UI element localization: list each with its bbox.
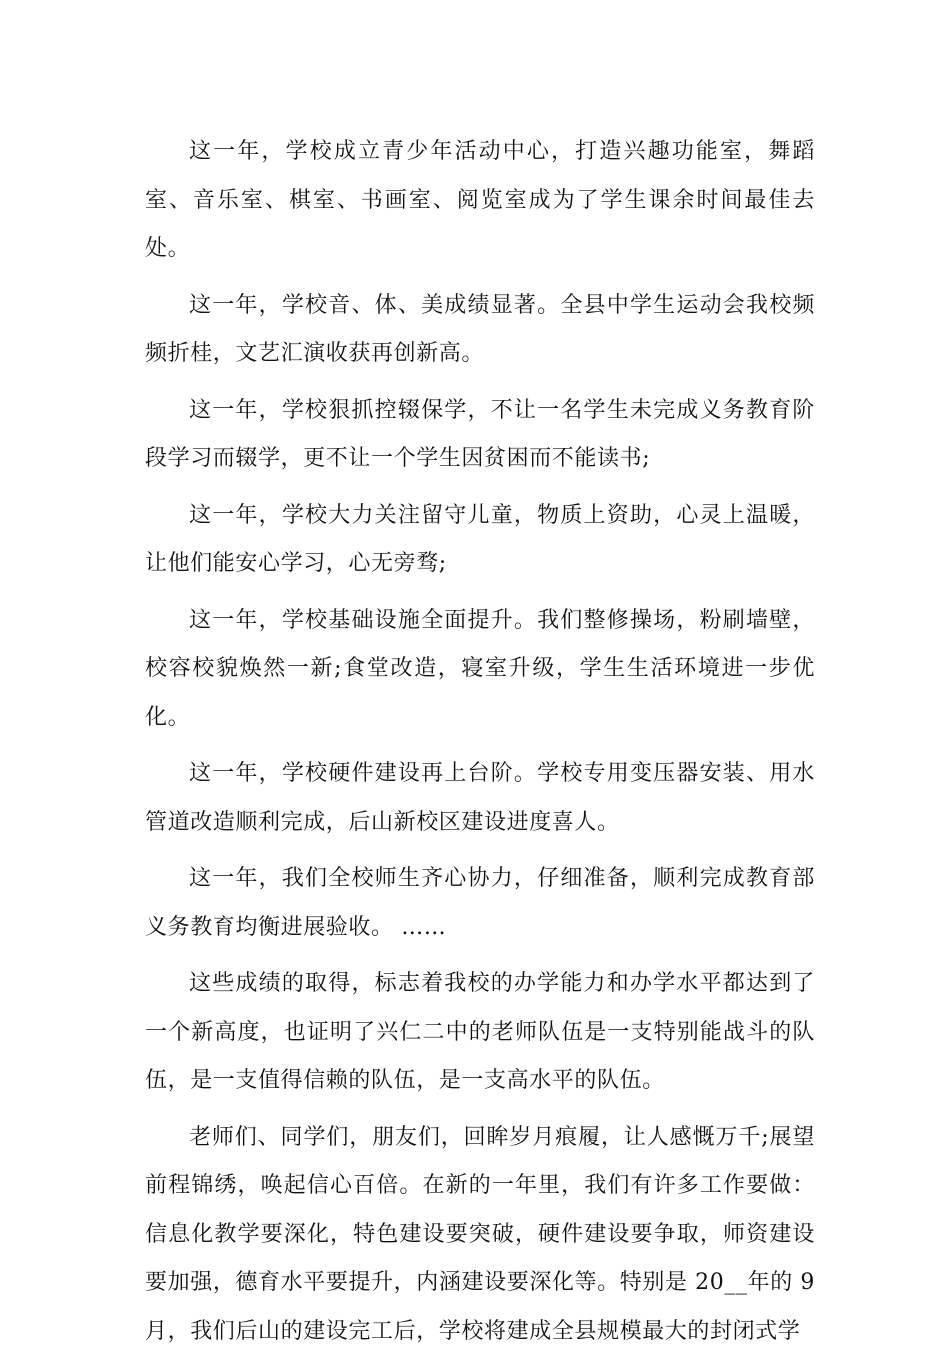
paragraph-achievements: 这些成绩的取得，标志着我校的办学能力和办学水平都达到了一个新高度，也证明了兴仁二中的老师队伍是一支特别能战斗的队伍，是一支值得信赖的队伍，是一支高水平的队伍。 [145, 971, 815, 1093]
document-body [145, 128, 815, 1364]
paragraph-hardware: 这一年，学校硬件建设再上台阶。学校专用变压器安装、用水管道改造顺利完成，后山新校区建设进度喜人。 [145, 761, 815, 835]
paragraph-outlook: 老师们、同学们，朋友们，回眸岁月痕履，让人感慨万千;展望前程锦绣，唤起信心百倍。在新的一年里，我们有许多工作要做：信息化教学要深化，特色建设要突破，硬件建设要争取，师资建设要加强，德育水平要提升，内涵建设要深化等。特别是 20__年的 9 月，我们后山的建设完工后，学校将建成全县规模最大的封闭式学 [145, 1124, 815, 1344]
paragraph-infrastructure: 这一年，学校基础设施全面提升。我们整修操场，粉刷墙壁，校容校貌焕然一新;食堂改造，寝室升级，学生生活环境进一步优化。 [145, 607, 815, 730]
paragraph-arts-sports: 这一年，学校音、体、美成绩显著。全县中学生运动会我校频频折桂，文艺汇演收获再创新高。 [145, 292, 815, 366]
paragraph-dropout-control: 这一年，学校狠抓控辍保学，不让一名学生未完成义务教育阶段学习而辍学，更不让一个学生因贫困而不能读书; [145, 397, 815, 471]
paragraph-left-behind-children: 这一年，学校大力关注留守儿童，物质上资助，心灵上温暖，让他们能安心学习，心无旁骛; [145, 502, 815, 576]
paragraph-balanced-education: 这一年，我们全校师生齐心协力，仔细准备，顺利完成教育部义务教育均衡进展验收。 …… [145, 866, 815, 940]
paragraph-activity-center: 这一年，学校成立青少年活动中心，打造兴趣功能室，舞蹈室、音乐室、棋室、书画室、阅览室成为了学生课余时间最佳去处。 [145, 139, 815, 261]
